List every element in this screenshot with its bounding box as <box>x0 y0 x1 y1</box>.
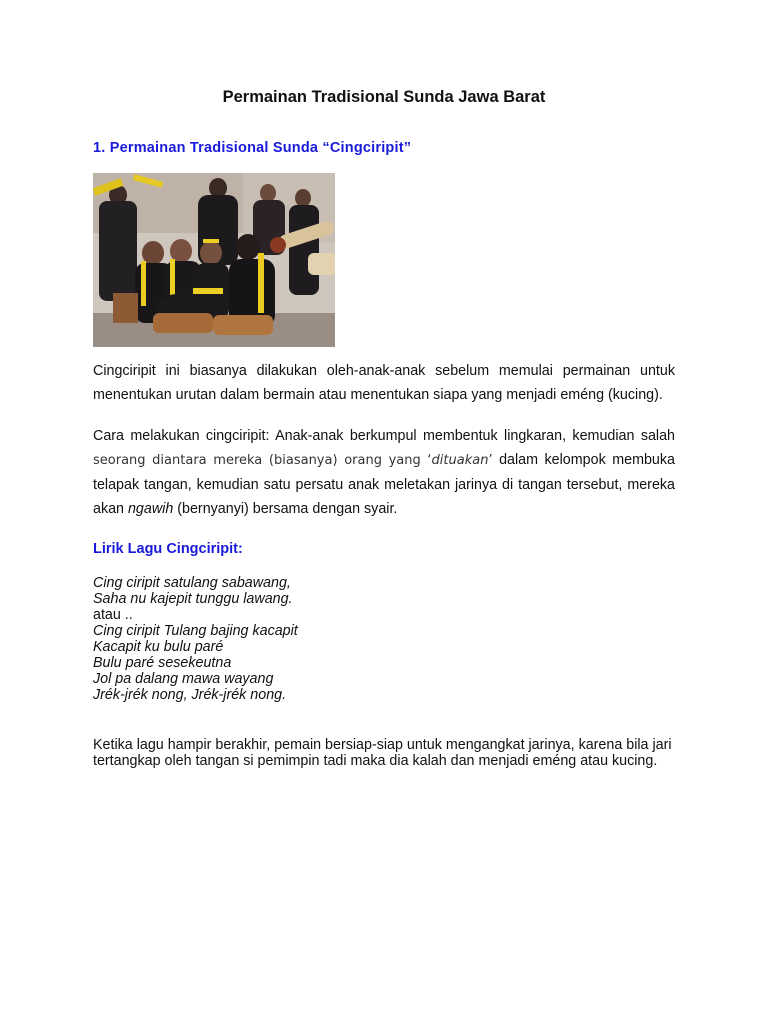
lyrics-heading: Lirik Lagu Cingciripit: <box>93 541 243 557</box>
procedure-text-dituakan: dituakan <box>431 453 489 468</box>
lyrics-block <box>93 575 298 703</box>
lyric-line: Jrék-jrék nong, Jrék-jrék nong. <box>93 687 287 703</box>
procedure-paragraph <box>93 424 675 521</box>
procedure-text-e: dalam kelompok membuka telapak tangan, kemudian satu persatu anak meletakan jarinya di tangan tersebut, mereka akan <box>93 452 675 517</box>
document-title: Permainan Tradisional Sunda Jawa Barat <box>222 88 546 106</box>
lyric-line: Saha nu kajepit tunggu lawang. <box>93 591 293 607</box>
children-playing-photo <box>93 173 335 347</box>
procedure-text-ngawih: ngawih <box>127 501 174 517</box>
lyric-line: atau .. <box>93 607 133 623</box>
intro-paragraph: Cingciripit ini biasanya dilakukan oleh-anak-anak sebelum memulai permainan untuk menentukan urutan dalam bermain atau menentukan siapa yang menjadi eméng (kucing). <box>93 363 675 403</box>
lyric-line: Bulu paré sesekeutna <box>93 655 232 671</box>
procedure-text-g: (bernyanyi) bersama dengan syair. <box>173 501 398 517</box>
lyric-line: Cing ciripit satulang sabawang, <box>93 575 291 591</box>
section-heading: 1. Permainan Tradisional Sunda “Cingciripit” <box>93 140 412 156</box>
lyric-line: Jol pa dalang mawa wayang <box>93 671 274 687</box>
closing-paragraph: Ketika lagu hampir berakhir, pemain bersiap-siap untuk mengangkat jarinya, karena bila jari tertangkap oleh tangan si pemimpin tadi maka dia kalah dan menjadi eméng atau kucing. <box>93 737 672 769</box>
lyric-line: Cing ciripit Tulang bajing kacapit <box>93 623 298 639</box>
procedure-text-a: Cara melakukan cingciripit: Anak-anak berkumpul membentuk lingkaran, kemudian salah <box>93 428 675 444</box>
lyric-line: Kacapit ku bulu paré <box>93 639 224 655</box>
procedure-text-b: seorang diantara mereka (biasanya) orang yang ‘ <box>93 453 432 468</box>
procedure-text-quote: ’ <box>488 453 493 468</box>
